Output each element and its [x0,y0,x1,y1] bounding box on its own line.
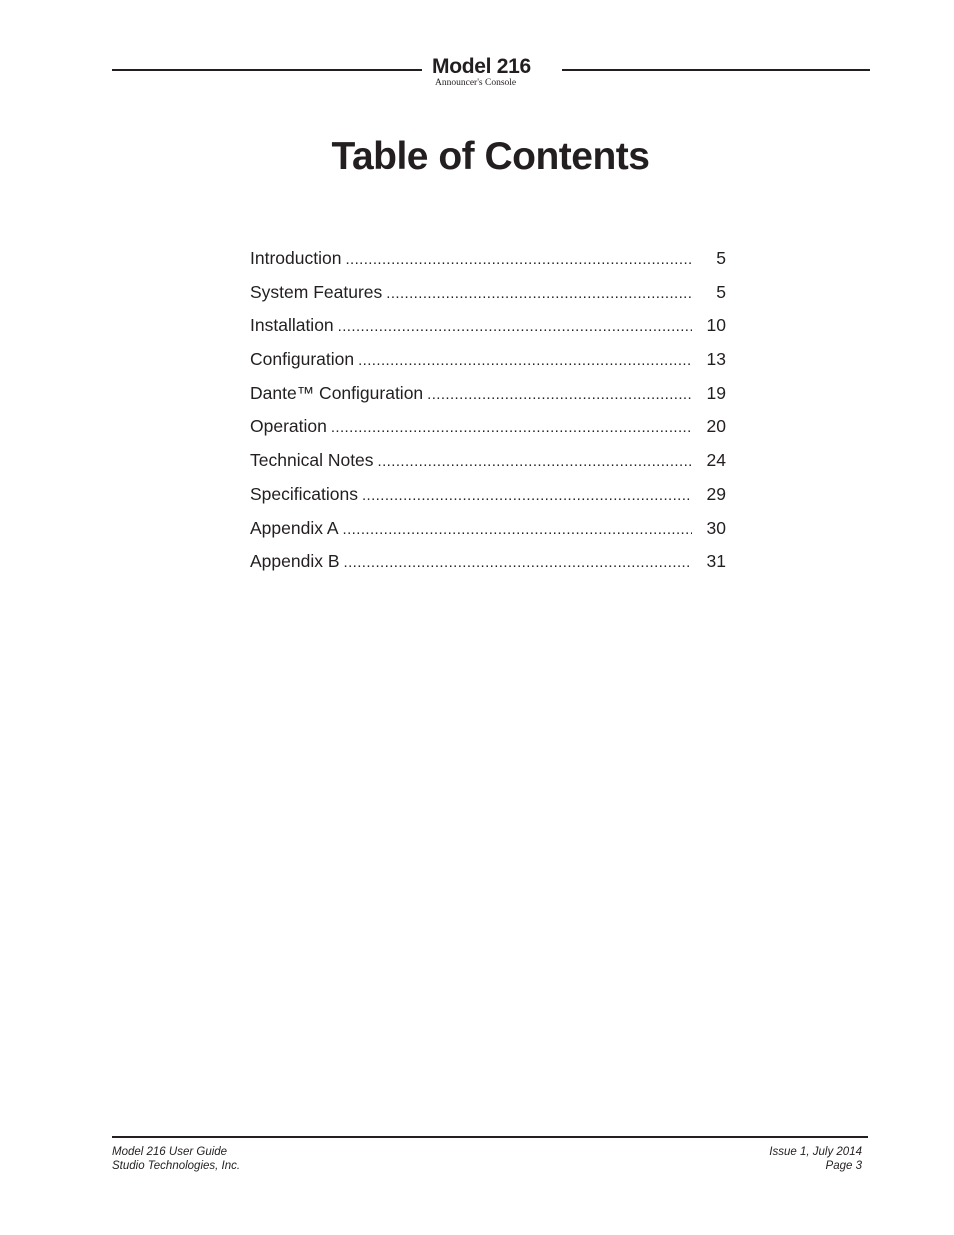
dot-leader [338,313,692,341]
footer-left [112,1145,240,1173]
toc-entry-page: 30 [706,517,726,538]
footer-rule [112,1136,868,1138]
footer-guide-title: Model 216 User Guide [112,1146,228,1158]
logo-subtitle: Announcer's Console [435,78,517,88]
dot-leader [378,448,692,476]
toc-entry-label: Technical Notes [250,450,374,471]
toc-entry-introduction[interactable] [250,244,726,278]
dot-leader [427,381,692,409]
toc-entry-page: 24 [706,450,726,471]
dot-leader [345,246,692,274]
footer-issue: Issue 1, July 2014 [769,1146,862,1158]
toc-entry-page: 31 [706,551,726,572]
toc-entry-label: Introduction [250,248,342,268]
toc-entry-page: 19 [706,382,726,403]
dot-leader [362,482,692,510]
toc-entry-dante-configuration[interactable] [250,379,726,413]
toc-entry-technical-notes[interactable] [250,446,726,480]
toc-entry-installation[interactable] [250,311,726,345]
toc-entry-label: Operation [250,416,327,437]
header-rule-right [562,69,870,71]
dot-leader [344,549,692,577]
dot-leader [386,280,692,308]
toc-entry-page: 5 [716,281,726,302]
footer-page-number: Page 3 [825,1160,862,1172]
header-rule-left [112,69,422,71]
logo-title: Model 216 [432,55,531,78]
dot-leader [358,347,692,375]
footer-right [769,1145,862,1173]
toc-entry-page: 20 [706,416,726,437]
toc-entry-operation[interactable] [250,412,726,446]
dot-leader [343,516,692,544]
table-of-contents [250,244,726,581]
toc-entry-configuration[interactable] [250,345,726,379]
toc-entry-label: Dante™ Configuration [250,382,424,403]
model-216-logo [432,55,556,88]
toc-entry-label: Specifications [250,483,358,504]
toc-entry-label: Appendix A [250,517,339,538]
toc-entry-specifications[interactable] [250,480,726,514]
toc-entry-appendix-b[interactable] [250,547,726,581]
toc-entry-label: System Features [250,281,383,302]
toc-entry-page: 13 [706,349,726,370]
toc-entry-label: Appendix B [250,551,340,572]
toc-entry-appendix-a[interactable] [250,514,726,548]
page-title: Table of Contents [331,135,650,178]
toc-entry-page: 5 [716,248,726,268]
toc-entry-label: Installation [250,315,334,336]
toc-entry-page: 29 [706,483,726,504]
dot-leader [331,414,692,442]
toc-entry-system-features[interactable] [250,278,726,312]
toc-entry-page: 10 [706,315,726,336]
toc-entry-label: Configuration [250,349,355,370]
footer-company: Studio Technologies, Inc. [112,1160,241,1172]
